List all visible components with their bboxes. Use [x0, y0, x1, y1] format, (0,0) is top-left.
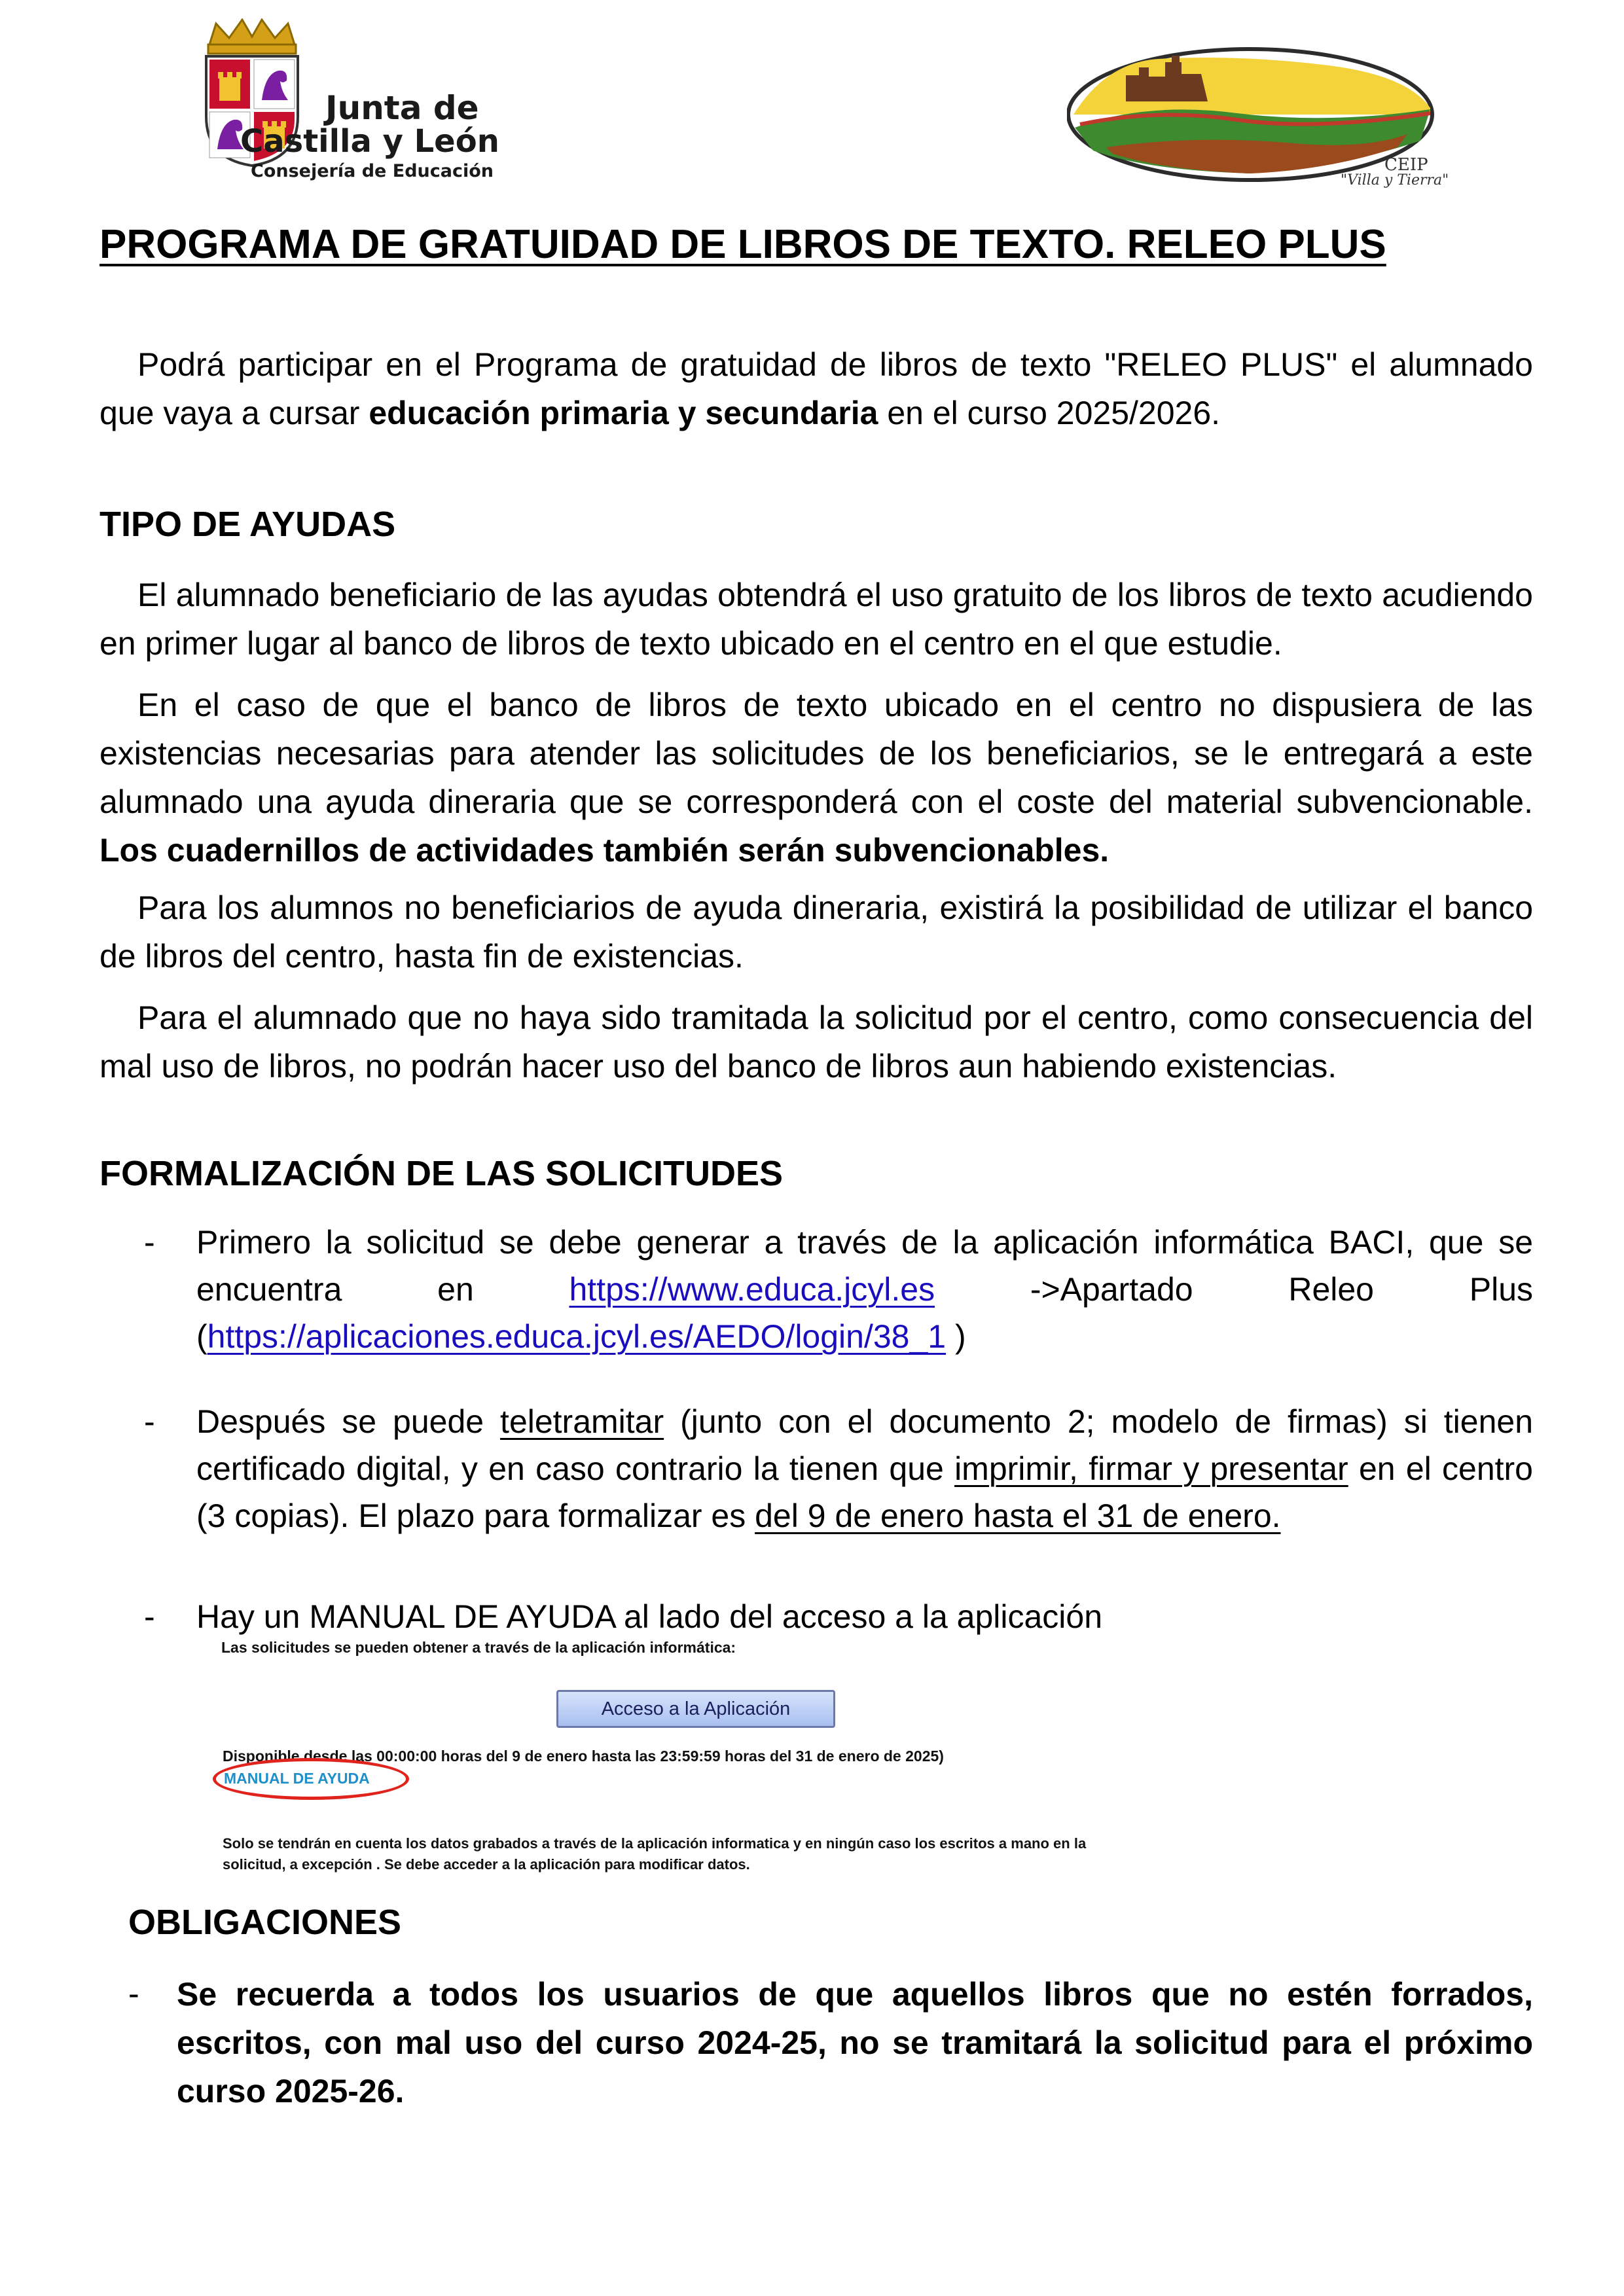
section-heading-formalizacion: FORMALIZACIÓN DE LAS SOLICITUDES [99, 1154, 783, 1193]
tipo-paragraph-3: Para los alumnos no beneficiarios de ayuda dineraria, existirá la posibilidad de utilizar el banco de libros del centro, hasta fin de existencias. [99, 889, 1533, 975]
highlight-circle [213, 1758, 409, 1800]
list-item-generar [196, 1219, 1533, 1360]
item1-text: Primero la solicitud se debe generar a través de la aplicación informática BACI, que se encuentra en [196, 1224, 1533, 1308]
intro-tail: en el curso 2025/2026. [878, 395, 1221, 431]
jcyl-line-1: Junta de [325, 89, 479, 127]
access-application-button[interactable]: Acceso a la Aplicación [556, 1690, 835, 1728]
list-item-manual: Hay un MANUAL DE AYUDA al lado del acceso a la aplicación [196, 1598, 1103, 1635]
manual-de-ayuda-link[interactable]: MANUAL DE AYUDA [224, 1770, 370, 1787]
list-dash: - [144, 1598, 155, 1635]
jcyl-wordmark [240, 18, 507, 182]
jcyl-line-2: Castilla y León [240, 123, 499, 160]
intro-paragraph [99, 340, 1533, 437]
screenshot-availability-text: Disponible desde las 00:00:00 horas del 9 de enero hasta las 23:59:59 horas del 31 de enero de 2025) [223, 1748, 944, 1765]
obligaciones-text: Se recuerda a todos los usuarios de que aquellos libros que no estén forrados, escritos, con mal uso del curso 2024-25, no se tramitará la solicitud para el próximo curso 2025-26. [177, 1976, 1533, 2109]
tipo-p2-text: En el caso de que el banco de libros de texto ubicado en el centro no dispusiera de las existencias necesarias para atender las solicitudes de los beneficiarios, se le entregará a este alumnado una ayuda dineraria que se corresponderá con el coste del material subvencionable. [99, 687, 1533, 820]
item2-underline-1: teletramitar [500, 1403, 664, 1440]
tipo-p2-bold: Los cuadernillos de actividades también serán subvencionables. [99, 832, 1110, 869]
item1-tail: ) [946, 1318, 966, 1355]
tipo-paragraph-2 [99, 681, 1533, 874]
ceip-label: CEIP [1384, 155, 1428, 175]
item2-text-1: Después se puede [196, 1403, 501, 1440]
screenshot-note-line-2: solicitud, a excepción . Se debe acceder a la aplicación para modificar datos. [223, 1856, 750, 1873]
item2-underline-3: del 9 de enero hasta el 31 de enero. [755, 1498, 1281, 1534]
intro-bold: educación primaria y secundaria [369, 395, 878, 431]
tipo-paragraph-4: Para el alumnado que no haya sido tramitada la solicitud por el centro, como consecuencia del mal uso de libros, no podrán hacer uso del banco de libros aun habiendo existencias. [99, 999, 1533, 1085]
application-screenshot [216, 1636, 1211, 1892]
aedo-login-link[interactable]: https://aplicaciones.educa.jcyl.es/AEDO/login/38_1 [207, 1318, 947, 1355]
intro-text: Podrá participar en el Programa de gratuidad de libros de texto "RELEO PLUS" el alumnado que vaya a cursar [99, 346, 1533, 431]
list-item-teletramitar [196, 1398, 1533, 1539]
item2-underline-2: imprimir, firmar y presentar [954, 1450, 1348, 1487]
item2-text-2: (junto con el documento 2; modelo de firmas) si tienen certificado digital, y en caso contrario la tienen que [196, 1403, 1534, 1487]
ceip-villa-y-tierra-logo [1067, 36, 1453, 187]
section-heading-obligaciones: OBLIGACIONES [128, 1903, 402, 1942]
list-dash: - [144, 1403, 155, 1440]
item1-middle: ->Apartado Releo Plus ( [196, 1271, 1533, 1355]
educa-link[interactable]: https://www.educa.jcyl.es [569, 1271, 935, 1308]
screenshot-intro-text: Las solicitudes se pueden obtener a través de la aplicación informática: [221, 1639, 736, 1656]
junta-castilla-leon-logo [196, 18, 497, 182]
list-dash: - [144, 1224, 155, 1261]
ceip-name: "Villa y Tierra" [1341, 172, 1449, 188]
item2-text-3: en el centro (3 copias). El plazo para formalizar es [196, 1450, 1533, 1534]
jcyl-line-3: Consejería de Educación [251, 161, 494, 181]
section-heading-tipo: TIPO DE AYUDAS [99, 505, 396, 544]
list-dash: - [128, 1975, 139, 2012]
tipo-paragraph-1: El alumnado beneficiario de las ayudas obtendrá el uso gratuito de los libros de texto acudiendo en primer lugar al banco de libros de texto ubicado en el centro en el que estudie. [99, 577, 1533, 662]
screenshot-note-line-1: Solo se tendrán en cuenta los datos grabados a través de la aplicación informatica y en ningún caso los escritos a mano en la [223, 1835, 1087, 1852]
page-title: PROGRAMA DE GRATUIDAD DE LIBROS DE TEXTO. RELEO PLUS [99, 222, 1386, 267]
